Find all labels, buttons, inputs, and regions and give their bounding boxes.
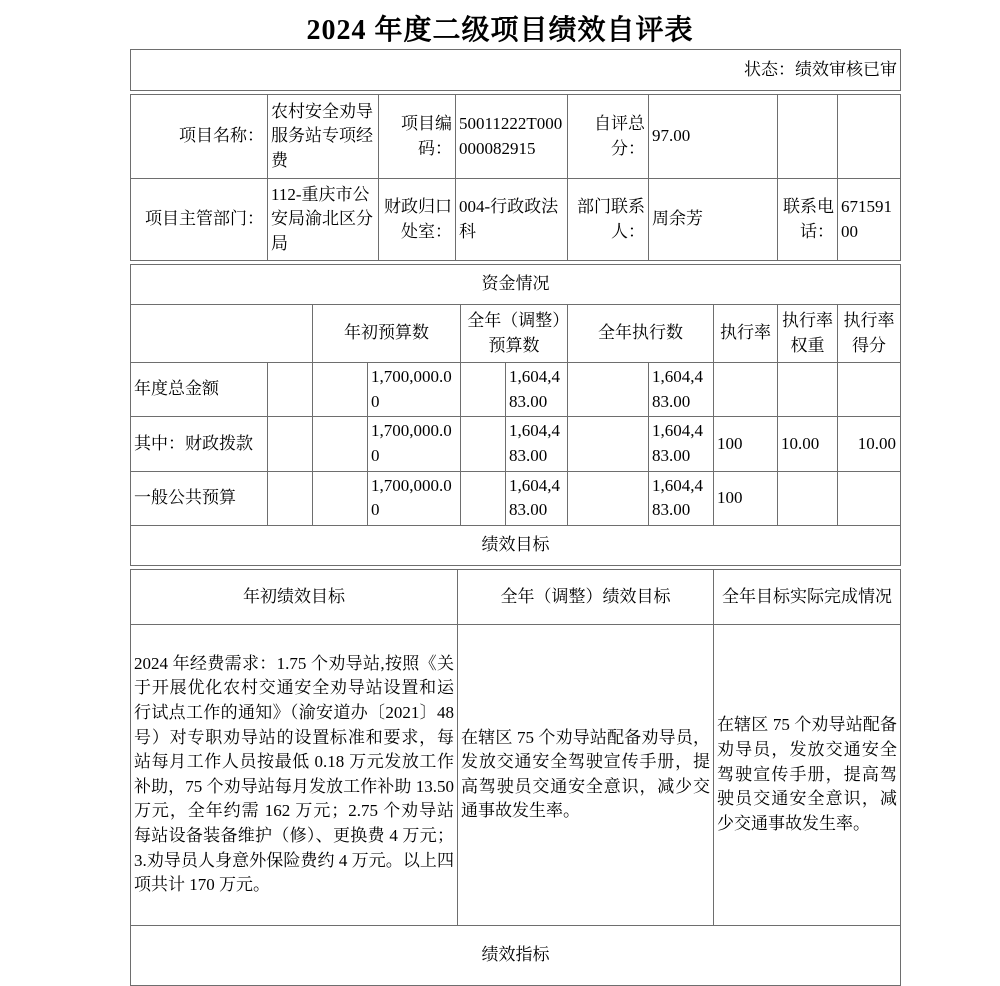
empty-cell [313,471,368,525]
empty-cell [838,95,901,179]
indicators-section-bar [130,925,901,986]
finance-office-label: 财政归口处室： [379,179,456,261]
self-score-value: 97.00 [649,95,778,179]
contact-value: 周余芳 [649,179,778,261]
funding-row-fiscal [131,417,901,471]
empty-cell [568,363,649,417]
contact-label: 部门联系人： [568,179,649,261]
status-row [131,50,901,91]
goals-section-bar [130,525,901,566]
goals-header-row [131,569,901,624]
weight-value: 10.00 [778,417,838,471]
score-value: 10.00 [838,417,901,471]
initial-goal-text: 2024 年经费需求：1.75 个劝导站,按照《关于开展优化农村交通安全劝导站设置和运行试点工作的通知》（渝安道办〔2021〕48 号）对专职劝导站的设置标准和要求，每站每月工作人员按最低 0.18 万元发放工作补助，75 个劝导站每月发放工作补助 13.50 万元，全年约需 162 万元；2.75 个劝导站每站设备装备维护（修）、更换费 4 万元；3.劝导员人身意外保险费约 4 万元。以上四项共计 170 万元。 [131,624,458,925]
funding-header-row [131,305,901,363]
self-evaluation-document [130,49,902,986]
executed-value: 1,604,483.00 [649,417,714,471]
col-actual-completion: 全年目标实际完成情况 [714,569,901,624]
adjusted-budget-value: 1,604,483.00 [506,417,568,471]
initial-budget-value: 1,700,000.00 [368,417,461,471]
funding-table [130,304,901,526]
self-score-label: 自评总分： [568,95,649,179]
page-title: 2024 年度二级项目绩效自评表 [306,15,694,46]
phone-label: 联系电话： [778,179,838,261]
empty-cell [461,471,506,525]
row-label: 其中：财政拨款 [131,417,268,471]
col-adjusted-goal: 全年（调整）绩效目标 [458,569,714,624]
col-initial-budget: 年初预算数 [313,305,461,363]
goals-content-row [131,624,901,925]
empty-cell [778,95,838,179]
adjusted-budget-value: 1,604,483.00 [506,363,568,417]
empty-cell [568,471,649,525]
project-code-label: 项目编码： [379,95,456,179]
rate-value: 100 [714,471,778,525]
finance-office-value: 004-行政政法科 [456,179,568,261]
row-label: 年度总金额 [131,363,268,417]
empty-cell [268,471,313,525]
executed-value: 1,604,483.00 [649,363,714,417]
empty-cell [461,417,506,471]
project-name-value: 农村安全劝导服务站专项经费 [268,95,379,179]
col-initial-goal: 年初绩效目标 [131,569,458,624]
project-dept-row [131,179,901,261]
executed-value: 1,604,483.00 [649,471,714,525]
goals-table [130,569,901,926]
row-label: 一般公共预算 [131,471,268,525]
status-table [130,49,901,91]
empty-cell [461,363,506,417]
funding-row-public-budget [131,471,901,525]
initial-budget-value: 1,700,000.00 [368,363,461,417]
empty-cell [313,417,368,471]
empty-header-cell [131,305,313,363]
project-name-row [131,95,901,179]
project-info-table [130,94,901,261]
dept-value: 112-重庆市公安局渝北区分局 [268,179,379,261]
actual-completion-text: 在辖区 75 个劝导站配备劝导员，发放交通安全驾驶宣传手册，提高驾驶员交通安全意识，减少交通事故发生率。 [714,624,901,925]
col-adjusted-budget: 全年（调整）预算数 [461,305,568,363]
funding-section-title: 资金情况 [131,265,901,305]
empty-cell [568,417,649,471]
weight-value [778,363,838,417]
adjusted-budget-value: 1,604,483.00 [506,471,568,525]
col-rate-weight: 执行率权重 [778,305,838,363]
phone-value: 67159100 [838,179,901,261]
rate-value [714,363,778,417]
project-name-label: 项目名称： [131,95,268,179]
funding-row-total [131,363,901,417]
empty-cell [313,363,368,417]
col-executed: 全年执行数 [568,305,714,363]
initial-budget-value: 1,700,000.00 [368,471,461,525]
indicators-section-title: 绩效指标 [131,925,901,985]
status-text: 状态：绩效审核已审 [131,50,901,91]
empty-cell [268,363,313,417]
score-value [838,363,901,417]
goals-section-title: 绩效目标 [131,525,901,565]
dept-label: 项目主管部门： [131,179,268,261]
col-execution-rate: 执行率 [714,305,778,363]
funding-section-bar [130,264,901,305]
adjusted-goal-text: 在辖区 75 个劝导站配备劝导员，发放交通安全驾驶宣传手册，提高驾驶员交通安全意识，减少交通事故发生率。 [458,624,714,925]
empty-cell [268,417,313,471]
score-value [838,471,901,525]
rate-value: 100 [714,417,778,471]
col-rate-score: 执行率得分 [838,305,901,363]
project-code-value: 50011222T000000082915 [456,95,568,179]
weight-value [778,471,838,525]
